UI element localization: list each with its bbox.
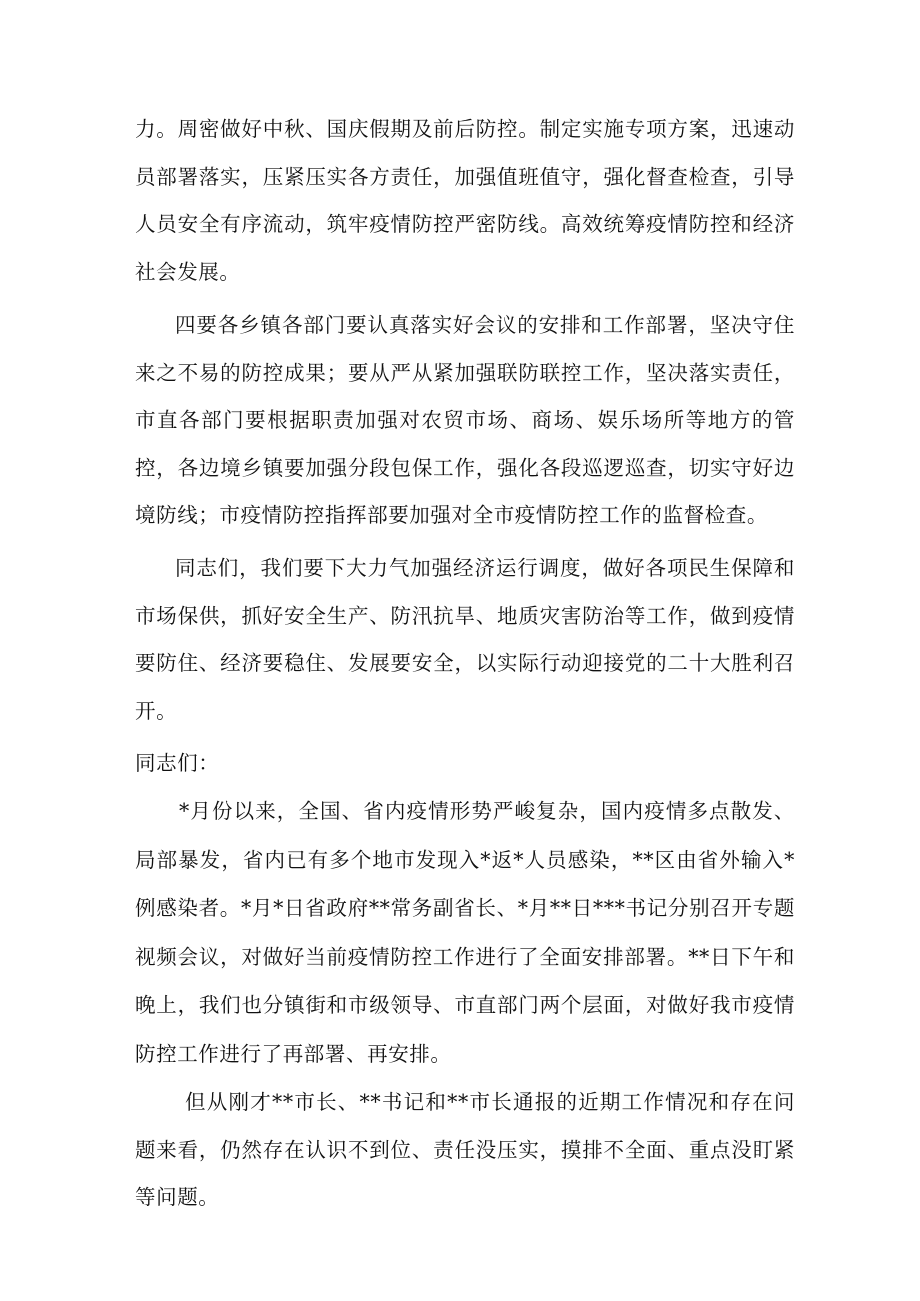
salutation: 同志们： <box>135 751 220 775</box>
paragraph-3: 同志们，我们要下大力气加强经济运行调度，做好各项民生保障和市场保供，抓好安全生产、防汛抗旱、地质灾害防治等工作，做到疫情要防住、经济要稳住、发展要安全，以实际行动迎接党的二十大胜利召开。 <box>135 556 795 723</box>
paragraph-5: *月份以来，全国、省内疫情形势严峻复杂，国内疫情多点散发、局部暴发，省内已有多个地市发现入*返*人员感染，**区由省外输入*例感染者。*月*日省政府**常务副省长、*月**日***书记分别召开专题视频会议，对做好当前疫情防控工作进行了全面安排部署。**日下午和晚上，我们也分镇街和市级领导、市直部门两个层面，对做好我市疫情防控工作进行了再部署、再安排。 <box>135 799 795 1066</box>
paragraph-1: 力。周密做好中秋、国庆假期及前后防控。制定实施专项方案，迅速动员部署落实，压紧压实各方责任，加强值班值守，强化督查检查，引导人员安全有序流动，筑牢疫情防控严密防线。高效统筹疫情防控和经济社会发展。 <box>135 117 795 284</box>
paragraph-6: 但从刚才**市长、**书记和**市长通报的近期工作情况和存在问题来看，仍然存在认识不到位、责任没压实，摸排不全面、重点没盯紧等问题。 <box>135 1090 795 1209</box>
paragraph-2: 四要各乡镇各部门要认真落实好会议的安排和工作部署，坚决守住来之不易的防控成果；要从严从紧加强联防联控工作，坚决落实责任，市直各部门要根据职责加强对农贸市场、商场、娱乐场所等地方的管控，各边境乡镇要加强分段包保工作，强化各段巡逻巡查，切实守好边境防线；市疫情防控指挥部要加强对全市疫情防控工作的监督检查。 <box>135 313 795 527</box>
